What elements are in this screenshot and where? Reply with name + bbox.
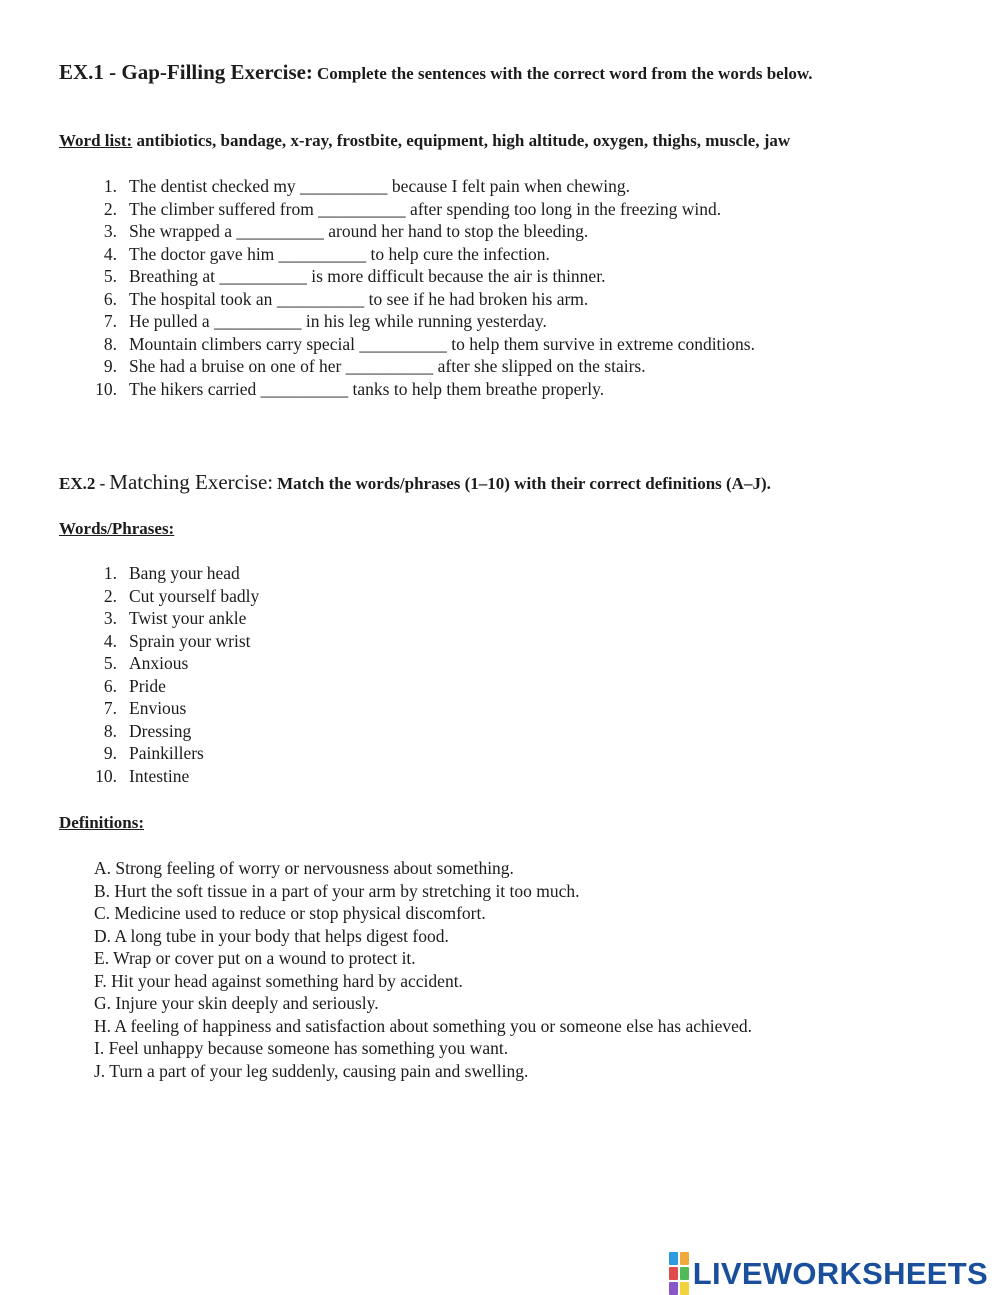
word-item: 3. Twist your ankle	[103, 608, 247, 628]
definitions-list	[94, 857, 752, 1082]
sentence-list	[71, 175, 755, 400]
definition-item: J. Turn a part of your leg suddenly, causing pain and swelling.	[94, 1060, 529, 1081]
word-item: 9. Painkillers	[103, 743, 204, 763]
ex1-heading	[59, 60, 813, 85]
ex1-title: EX.1 - Gap-Filling Exercise:	[59, 60, 313, 84]
ex2-heading	[59, 470, 771, 495]
word-item: 4. Sprain your wrist	[103, 630, 251, 651]
sentence-item: 2. The climber suffered from __________ after spending too long in the freezing wind.	[103, 198, 722, 219]
word-list-label: Word list:	[59, 131, 133, 150]
sentence-item: 3. She wrapped a __________ around her hand to stop the bleeding.	[103, 221, 589, 241]
definition-item: I. Feel unhappy because someone has something you want.	[94, 1038, 509, 1058]
word-item: 5. Anxious	[103, 653, 189, 673]
sentence-item: 8. Mountain climbers carry special __________ to help them survive in extreme conditions.	[103, 333, 755, 354]
sentence-item: 7. He pulled a __________ in his leg while running yesterday.	[103, 311, 547, 331]
word-item: 1. Bang your head	[103, 563, 240, 583]
words-phrases-label: Words/Phrases:	[59, 519, 175, 538]
logo-text: LIVEWORKSHEETS	[692, 1255, 988, 1291]
definition-item: F. Hit your head against something hard by accident.	[94, 970, 463, 991]
ex2-title: Matching Exercise:	[109, 470, 274, 494]
definition-item: G. Injure your skin deeply and seriously.	[94, 993, 379, 1013]
word-list-words: antibiotics, bandage, x-ray, frostbite, equipment, high altitude, oxygen, thighs, muscle, jaw	[136, 131, 791, 150]
definition-item: B. Hurt the soft tissue in a part of your arm by stretching it too much.	[94, 880, 580, 901]
sentence-item: 10. The hikers carried __________ tanks to help them breathe properly.	[95, 378, 605, 399]
sentence-item: 1. The dentist checked my __________ because I felt pain when chewing.	[103, 176, 631, 196]
definition-item: H. A feeling of happiness and satisfaction about something you or someone else has achieved.	[94, 1015, 753, 1036]
ex2-instruction: Match the words/phrases (1–10) with their correct definitions (A–J).	[277, 474, 771, 493]
ex2-prefix: EX.2 -	[59, 474, 106, 493]
words-list	[71, 562, 259, 787]
definition-item: C. Medicine used to reduce or stop physical discomfort.	[94, 903, 486, 923]
definition-item: D. A long tube in your body that helps digest food.	[94, 925, 449, 946]
sentence-item: 4. The doctor gave him __________ to help cure the infection.	[103, 243, 550, 264]
ex1-instruction: Complete the sentences with the correct word from the words below.	[316, 64, 813, 83]
word-item: 6. Pride	[103, 675, 166, 696]
sentence-item: 6. The hospital took an __________ to see if he had broken his arm.	[103, 288, 589, 309]
word-item: 8. Dressing	[103, 720, 192, 741]
logo-cubes-icon	[669, 1252, 689, 1295]
definitions-label: Definitions:	[59, 813, 144, 832]
sentence-item: 9. She had a bruise on one of her __________ after she slipped on the stairs.	[103, 356, 646, 376]
word-item: 2. Cut yourself badly	[103, 585, 260, 606]
word-item: 10. Intestine	[95, 765, 190, 786]
sentence-item: 5. Breathing at __________ is more difficult because the air is thinner.	[103, 266, 606, 286]
definition-item: E. Wrap or cover put on a wound to protect it.	[94, 948, 416, 968]
word-list	[59, 131, 790, 151]
liveworksheets-logo	[669, 1252, 988, 1295]
word-item: 7. Envious	[103, 698, 187, 718]
definition-item: A. Strong feeling of worry or nervousness about something.	[94, 858, 514, 878]
